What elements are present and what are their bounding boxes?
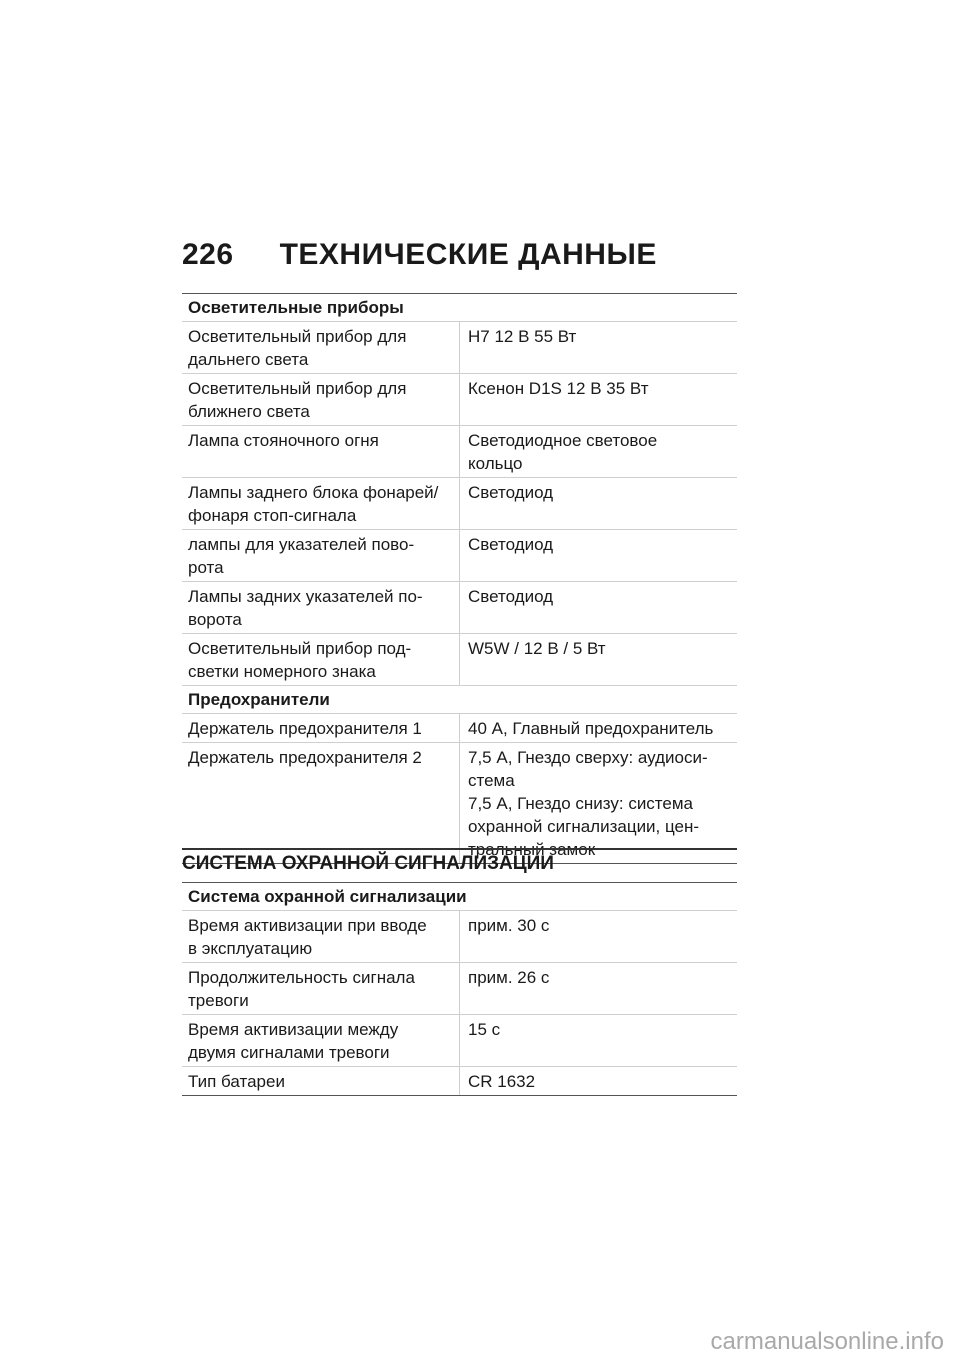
page-number: 226	[182, 238, 234, 271]
table-row	[182, 911, 737, 963]
table-row	[182, 322, 737, 374]
table-row	[182, 374, 737, 426]
spec-label-line: Держатель предохранителя 2	[188, 748, 422, 767]
section-divider	[182, 848, 737, 850]
spec-label-line: Лампа стояночного огня	[188, 431, 379, 450]
table-row	[182, 530, 737, 582]
spec-value-line: Ксенон D1S 12 В 35 Вт	[468, 379, 649, 398]
spec-value-line: тральный замок	[468, 840, 596, 859]
spec-label-line: рота	[188, 558, 224, 577]
group-title: Система охранной сигнализации	[182, 883, 737, 911]
table-group-header	[182, 883, 737, 911]
spec-value	[460, 322, 738, 374]
table-row	[182, 1067, 737, 1096]
spec-value-line: 7,5 А, Гнездо снизу: система	[468, 794, 694, 813]
spec-value	[460, 911, 738, 963]
alarm-table	[182, 882, 737, 1096]
spec-value	[460, 530, 738, 582]
spec-label	[182, 322, 460, 374]
spec-label-line: лампы для указателей пово-	[188, 535, 415, 554]
spec-label	[182, 1067, 460, 1096]
spec-value-line: 15 с	[468, 1020, 501, 1039]
spec-label-line: Осветительный прибор под-	[188, 639, 412, 658]
spec-label-line: Держатель предохранителя 1	[188, 719, 422, 738]
spec-value-line: прим. 30 с	[468, 916, 550, 935]
spec-label-line: светки номерного знака	[188, 662, 376, 681]
spec-label-line: Лампы задних указателей по-	[188, 587, 423, 606]
spec-value-line: кольцо	[468, 454, 523, 473]
page-title: ТЕХНИЧЕСКИЕ ДАННЫЕ	[279, 238, 657, 271]
spec-label	[182, 582, 460, 634]
spec-value-line: стема	[468, 771, 515, 790]
spec-value	[460, 374, 738, 426]
spec-label-line: Время активизации между	[188, 1020, 399, 1039]
spec-label	[182, 426, 460, 478]
spec-label-line: Время активизации при вводе	[188, 916, 427, 935]
table-row	[182, 634, 737, 686]
spec-label	[182, 478, 460, 530]
group-title: Предохранители	[182, 686, 737, 714]
spec-label-line: дальнего света	[188, 350, 309, 369]
table-group-header	[182, 294, 737, 322]
spec-label	[182, 374, 460, 426]
spec-label-line: двумя сигналами тревоги	[188, 1043, 390, 1062]
spec-value	[460, 743, 738, 864]
spec-value	[460, 478, 738, 530]
table-row	[182, 478, 737, 530]
spec-label	[182, 1015, 460, 1067]
spec-value-line: H7 12 В 55 Вт	[468, 327, 577, 346]
spec-value	[460, 1015, 738, 1067]
table-group-header	[182, 686, 737, 714]
spec-label-line: Лампы заднего блока фонарей/	[188, 483, 439, 502]
spec-label	[182, 743, 460, 864]
spec-value	[460, 426, 738, 478]
spec-label-line: Продолжительность сигнала	[188, 968, 415, 987]
spec-label	[182, 911, 460, 963]
spec-label-line: тревоги	[188, 991, 249, 1010]
spec-value-line: Светодиод	[468, 587, 554, 606]
table-row	[182, 582, 737, 634]
page-heading	[182, 238, 657, 272]
spec-label-line: ближнего света	[188, 402, 310, 421]
spec-label-line: Осветительный прибор для	[188, 327, 407, 346]
spec-value	[460, 963, 738, 1015]
spec-label	[182, 530, 460, 582]
spec-label-line: в эксплуатацию	[188, 939, 313, 958]
spec-value	[460, 634, 738, 686]
spec-label-line: Тип батареи	[188, 1072, 285, 1091]
group-title: Осветительные приборы	[182, 294, 737, 322]
spec-value	[460, 582, 738, 634]
spec-label-line: ворота	[188, 610, 242, 629]
spec-value-line: охранной сигнализации, цен-	[468, 817, 700, 836]
spec-value-line: Светодиод	[468, 483, 554, 502]
spec-label-line: фонаря стоп-сигнала	[188, 506, 357, 525]
footer-url[interactable]: carmanualsonline.info	[710, 1328, 944, 1355]
table-row	[182, 1015, 737, 1067]
lighting-fuses-table	[182, 293, 737, 864]
spec-label	[182, 634, 460, 686]
table-row	[182, 743, 737, 864]
alarm-section-title: СИСТЕМА ОХРАННОЙ СИГНАЛИЗАЦИИ	[182, 853, 554, 874]
spec-value-line: W5W / 12 В / 5 Вт	[468, 639, 606, 658]
spec-value-line: CR 1632	[468, 1072, 536, 1091]
spec-value-line: 7,5 А, Гнездо сверху: аудиоси-	[468, 748, 708, 767]
table-row	[182, 426, 737, 478]
spec-label-line: Осветительный прибор для	[188, 379, 407, 398]
spec-value	[460, 714, 738, 743]
spec-label	[182, 714, 460, 743]
spec-value	[460, 1067, 738, 1096]
table-row	[182, 714, 737, 743]
spec-value-line: 40 А, Главный предохранитель	[468, 719, 714, 738]
spec-label	[182, 963, 460, 1015]
spec-value-line: Светодиодное световое	[468, 431, 658, 450]
spec-value-line: прим. 26 с	[468, 968, 550, 987]
spec-value-line: Светодиод	[468, 535, 554, 554]
table-row	[182, 963, 737, 1015]
